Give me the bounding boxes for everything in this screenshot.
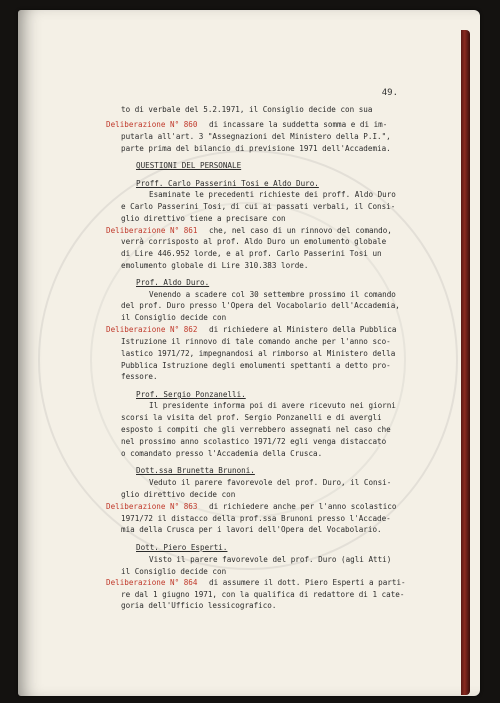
text-line: verrà corrisposto al prof. Aldo Duro un emolumento globale xyxy=(121,237,387,246)
text-line: to di verbale del 5.2.1971, il Consiglio decide con sua xyxy=(121,105,373,114)
text-line: di Lire 446.952 lorde, e al prof. Carlo Passerini Tosi un xyxy=(121,249,382,258)
person-heading: Prof. Sergio Ponzanelli. xyxy=(136,390,246,399)
text-line: Pubblica Istruzione degli emolumenti spettanti a detto pro- xyxy=(121,361,391,370)
text-line: Visto il parere favorevole del prof. Duro (agli Atti) xyxy=(149,555,392,564)
person-heading: Dott. Piero Esperti. xyxy=(136,543,228,552)
text-line: emolumento globale di Lire 310.383 lorde. xyxy=(121,261,309,270)
text-line: che, nel caso di un rinnovo del comando, xyxy=(209,226,392,235)
text-line: il Consiglio decide con xyxy=(121,313,227,322)
person-heading: Dott.ssa Brunetta Brunoni. xyxy=(136,466,255,475)
person-heading: Prof. Aldo Duro. xyxy=(136,278,210,287)
text-line: di assumere il dott. Piero Esperti a parti- xyxy=(209,578,406,587)
deliberazione-label: Deliberazione N° 861 xyxy=(106,226,198,235)
text-line: esposto i compiti che gli verrebbero assegnati nel caso che xyxy=(121,425,391,434)
text-line: putarla all'art. 3 "Assegnazioni del Ministero della P.I.", xyxy=(121,132,391,141)
deliberazione-label: Deliberazione N° 860 xyxy=(106,120,198,129)
text-line: Istruzione il rinnovo di tale comando anche per l'anno sco- xyxy=(121,337,391,346)
text-line: il Consiglio decide con xyxy=(121,567,227,576)
text-line: goria dell'Ufficio lessicografico. xyxy=(121,601,277,610)
text-line: scorsi la visita del prof. Sergio Ponzanelli e di avergli xyxy=(121,413,382,422)
text-line: di richiedere al Ministero della Pubblica xyxy=(209,325,397,334)
text-line: lastico 1971/72, impegnandosi al rimborso al Ministero della xyxy=(121,349,396,358)
text-line: Il presidente informa poi di avere ricevuto nei giorni xyxy=(149,401,396,410)
text-line: fessore. xyxy=(121,372,158,381)
text-line: glio direttivo tiene a precisare con xyxy=(121,214,286,223)
section-heading: QUESTIONI DEL PERSONALE xyxy=(136,161,242,170)
text-line: glio direttivo decide con xyxy=(121,490,236,499)
deliberazione-label: Deliberazione N° 863 xyxy=(106,502,198,511)
page-edge-binding xyxy=(461,30,470,695)
text-line: 1971/72 il distacco della prof.ssa Brunoni presso l'Accade- xyxy=(121,514,391,523)
text-line: e Carlo Passerini Tosi, di cui ai passati verbali, il Consi- xyxy=(121,202,396,211)
deliberazione-label: Deliberazione N° 864 xyxy=(106,578,198,587)
text-line: o comandato presso l'Accademia della Crusca. xyxy=(121,449,323,458)
page-number: 49. xyxy=(381,88,398,98)
text-line: parte prima del bilancio di previsione 1971 dell'Accademia. xyxy=(121,144,391,153)
text-line: nel prossimo anno scolastico 1971/72 egli venga distaccato xyxy=(121,437,387,446)
text-line: Venendo a scadere col 30 settembre prossimo il comando xyxy=(149,290,396,299)
deliberazione-label: Deliberazione N° 862 xyxy=(106,325,198,334)
text-line: Esaminate le precedenti richieste dei proff. Aldo Duro xyxy=(149,190,396,199)
text-line: di incassare la suddetta somma e di im- xyxy=(209,120,388,129)
text-line: re dal 1 giugno 1971, con la qualifica di redattore di 1 cate- xyxy=(121,590,405,599)
text-line: di richiedere anche per l'anno scolastico xyxy=(209,502,397,511)
document-page xyxy=(18,10,480,696)
text-line: del prof. Duro presso l'Opera del Vocabolario dell'Accademia, xyxy=(121,301,400,310)
text-line: Veduto il parere favorevole del prof. Duro, il Consi- xyxy=(149,478,392,487)
person-heading: Proff. Carlo Passerini Tosi e Aldo Duro. xyxy=(136,179,319,188)
text-line: mia della Crusca per i lavori dell'Opera del Vocabolario. xyxy=(121,525,382,534)
